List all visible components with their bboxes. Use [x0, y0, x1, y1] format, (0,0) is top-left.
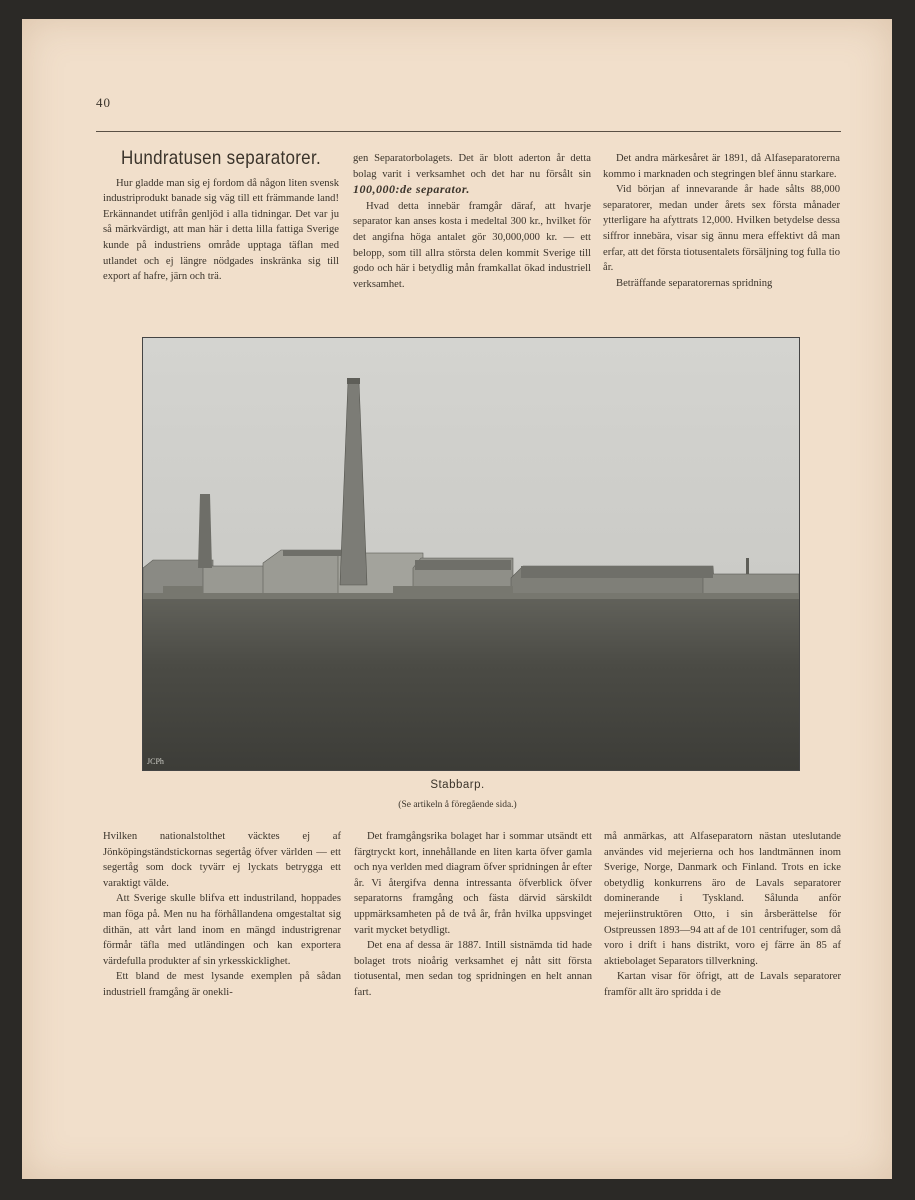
article-column-3-bottom	[604, 829, 841, 1001]
paragraph: Det framgångsrika bolaget har i sommar utsändt ett färgtryckt kort, innehållande en liten karta öfver gamla och nya verlden med diagram öfver spridningen år efter år. Vi återgifva denna intressanta öfverblick öfver separatorns framgång och fästa därvid särskildt uppmärksamheten på de två år, från hvilka uppsvinget varit mycket betydligt.	[354, 831, 592, 936]
article-column-1-top	[103, 146, 339, 285]
paragraph: Beträffande separatorernas spridning	[616, 277, 773, 289]
paragraph: må anmärkas, att Alfaseparatorn nästan uteslutande användes vid mejerierna och hos landtmännen inom Sverige, Norge, Danmark och Finland. Trots en icke obetydlig konkurrens äro de Lavals separatorer dominerande i Tyskland. Sålunda anför mejeriinstruktören Otto, i sin årsberättelse för Ostpreussen 1893—94 att af de 101 centrifuger, som då voro i drift i hans distrikt, voro ej färre än 85 af aktiebolaget Separators tillverkning.	[604, 831, 841, 967]
paragraph: Kartan visar för öfrigt, att de Lavals separatorer framför allt äro spridda i de	[604, 971, 841, 998]
header-rule	[96, 131, 841, 132]
paragraph-text: gen Separatorbolagets. Det är blott aderton år detta bolag varit i verksamhet och det har nu försålt sin	[353, 153, 591, 180]
paragraph: Det andra märkesåret är 1891, då Alfaseparatorerna kommo i marknaden och stegringen blef ännu starkare.	[603, 153, 840, 180]
photo-caption-title: Stabbarp.	[430, 779, 485, 791]
article-column-1-bottom	[103, 829, 341, 1001]
photographer-signature: JCPh	[147, 757, 164, 766]
photo-illustration	[143, 338, 799, 770]
paragraph: Hvilken nationalstolthet väcktes ej af Jönköpingständstickornas segertåg öfver världen — ett segertåg som dock tyvärr ej lyckats betrygga ett varaktigt välde.	[103, 831, 341, 889]
paragraph: Vid början af innevarande år hade sålts 88,000 separatorer, medan under årets sex första månader ytterligare ha afyttrats 12,000. Hvilken betydelse dessa siffror innebära, visar sig ännu mera effektivt då man erfar, att det första tiotusentalets försäljning tog fulla tio år.	[603, 184, 840, 274]
paragraph: Att Sverige skulle blifva ett industriland, hoppades man föga på. Men nu ha förhållandena omgestaltat sig dithän, att vårt land inom en mängd industrigrenar förmår täfla med utländingen och kan exportera värdefulla produkter af sin yrkesskicklighet.	[103, 893, 341, 967]
paragraph: Ett bland de mest lysande exemplen på sådan industriell framgång är onekli-	[103, 971, 341, 998]
factory-photograph	[142, 337, 800, 771]
paragraph: Det ena af dessa är 1887. Intill sistnämda tid hade bolaget trots nioårig verksamhet ej nått sitt första tiotusental, men sedan tog spridningen en helt annan fart.	[354, 940, 592, 998]
paragraph: Hvad detta innebär framgår däraf, att hvarje separator kan anses kosta i medeltal 300 kr., hvilket för det angifna höga antalet gör 30,000,000 kr. — ett belopp, som till allra största delen kommit Sverige till godo och här i betydlig mån framkallat ökad industriell verksamhet.	[353, 200, 591, 290]
article-column-2-top	[353, 151, 591, 292]
article-headline: Hundratusen separatorer.	[121, 146, 321, 169]
paragraph: Hur gladde man sig ej fordom då någon liten svensk industriprodukt banade sig väg till ett främmande land! Erkännandet utifrån genljöd i alla tidningar. Det var ju så märkvärdigt, att man här i detta lilla fattiga Sverige kunde på industriens område upptaga täflan med utlandet och ej längre nödgades inskränka sig till export af hafre, järn och trä.	[103, 177, 339, 283]
highlight-number: 100,000:de separator.	[353, 182, 470, 197]
article-column-2-bottom	[354, 829, 592, 1001]
photo-caption-subtitle: (Se artikeln å föregående sida.)	[398, 800, 517, 810]
article-column-3-top	[603, 151, 840, 291]
page-number: 40	[96, 95, 111, 110]
paragraph	[353, 151, 591, 199]
